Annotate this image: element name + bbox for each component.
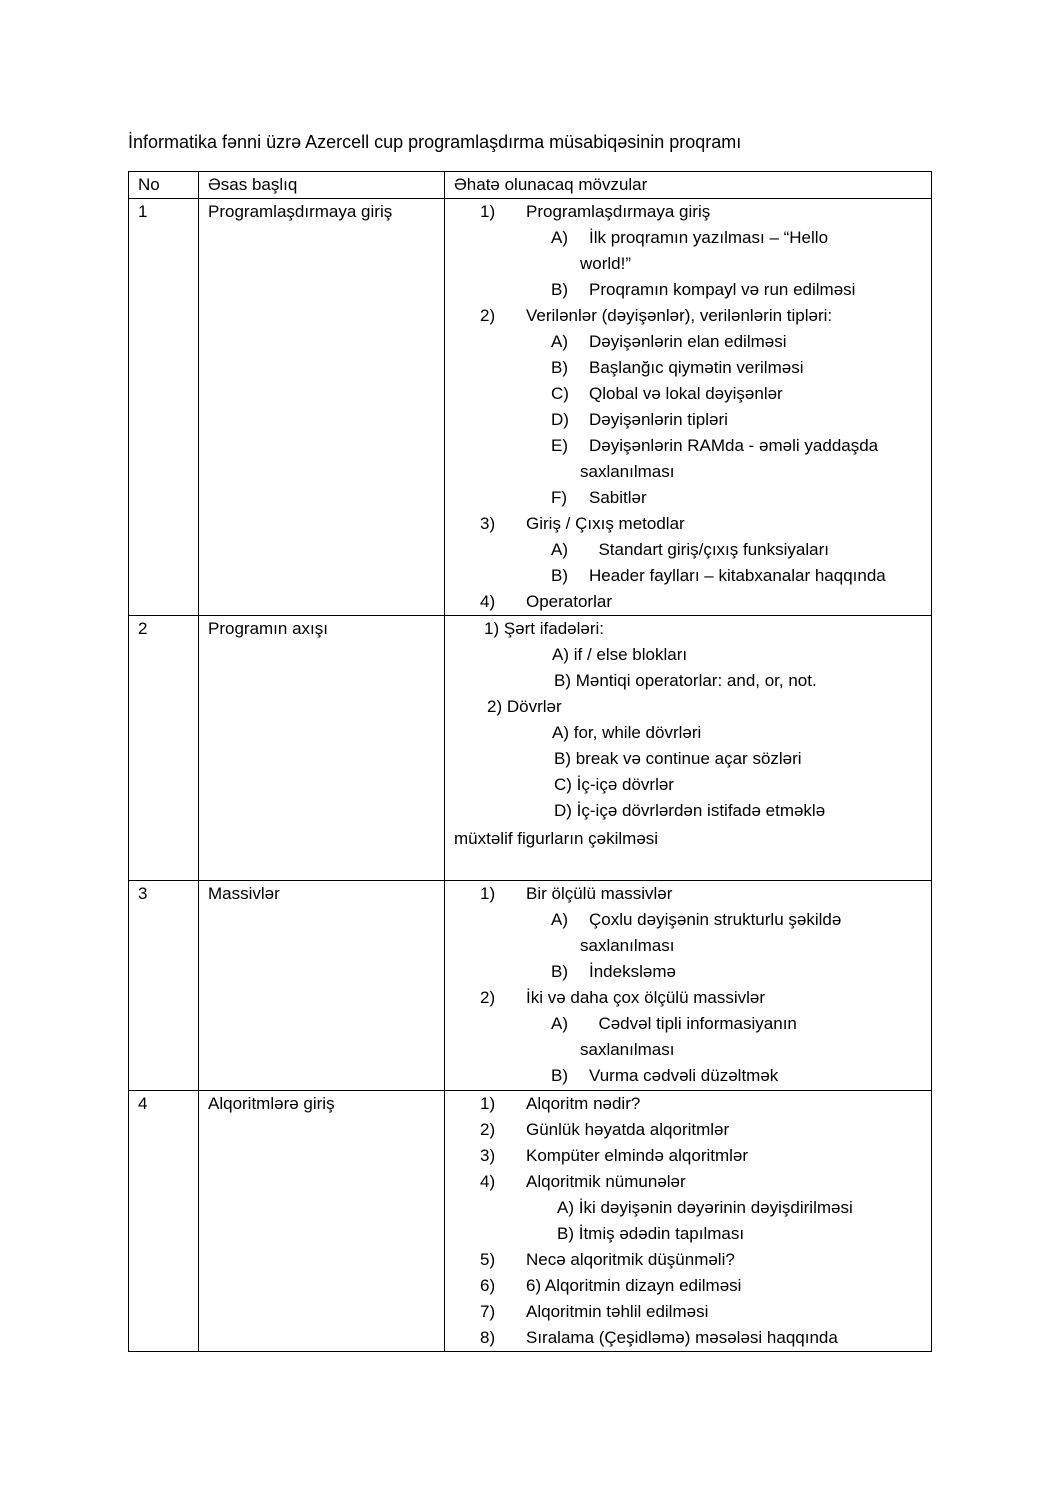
topic-line: 2) İki və daha çox ölçülü massivlər	[480, 988, 766, 1007]
subtopic-line: B) break və continue açar sözləri	[554, 749, 802, 768]
subtopic-line: D) İç-içə dövrlərdən istifadə etməklə	[554, 801, 826, 820]
subtopic-line: A) for, while dövrləri	[552, 723, 702, 742]
row-heading: Programlaşdırmaya giriş	[199, 199, 445, 616]
subtopic-line: B) İndeksləmə	[551, 962, 676, 981]
table-row	[129, 1091, 932, 1352]
row-number: 1	[129, 199, 199, 616]
topic-line: 8) Sıralama (Çeşidləmə) məsələsi haqqında	[480, 1328, 838, 1347]
row-topics	[445, 616, 932, 881]
topic-line: 4) Operatorlar	[480, 592, 612, 611]
row-heading: Massivlər	[199, 881, 445, 1091]
topic-line: 4) Alqoritmik nümunələr	[480, 1172, 686, 1191]
subtopic-line: A) if / else blokları	[552, 645, 688, 664]
row-number: 3	[129, 881, 199, 1091]
subtopic-line: B) Proqramın kompayl və run edilməsi	[551, 280, 856, 299]
row-heading: Alqoritmlərə giriş	[199, 1091, 445, 1352]
row-heading: Programın axışı	[199, 616, 445, 881]
subtopic-line: C) İç-içə dövrlər	[554, 775, 674, 794]
row-number: 4	[129, 1091, 199, 1352]
page-title: İnformatika fənni üzrə Azercell cup programlaşdırma müsabiqəsinin proqramı	[128, 132, 742, 152]
table-row	[129, 616, 932, 881]
subtopic-continuation: müxtəlif figurların çəkilməsi	[454, 829, 659, 848]
subtopic-line: A) Standart giriş/çıxış funksiyaları	[551, 540, 829, 559]
subtopic-line: B) Məntiqi operatorlar: and, or, not.	[554, 671, 817, 690]
topic-line: 7) Alqoritmin təhlil edilməsi	[480, 1302, 709, 1321]
topic-line: 1) Bir ölçülü massivlər	[480, 884, 673, 903]
subtopic-line: B) Header faylları – kitabxanalar haqqında	[551, 566, 886, 585]
subtopic-line: A) İki dəyişənin dəyərinin dəyişdirilməsi	[557, 1198, 853, 1217]
topic-line: 3) Giriş / Çıxış metodlar	[480, 514, 685, 533]
row-topics	[445, 1091, 932, 1352]
topic-line: 5) Necə alqoritmik düşünməli?	[480, 1250, 735, 1269]
header-topics: Əhatə olunacaq mövzular	[445, 172, 932, 199]
program-table	[128, 171, 932, 1352]
topic-line: 2) Verilənlər (dəyişənlər), verilənlərin tipləri:	[480, 306, 833, 325]
subtopic-line: B) Başlanğıc qiymətin verilməsi	[551, 358, 804, 377]
topic-line: 2) Günlük həyatda alqoritmlər	[480, 1120, 730, 1139]
table-row	[129, 199, 932, 616]
subtopic-line: A) Çoxlu dəyişənin strukturlu şəkildə	[551, 910, 842, 929]
topic-line: 3) Kompüter elmində alqoritmlər	[480, 1146, 749, 1165]
subtopic-line: D) Dəyişənlərin tipləri	[551, 410, 728, 429]
subtopic-continuation: world!”	[580, 254, 632, 273]
topic-line: 1) Programlaşdırmaya giriş	[480, 202, 711, 221]
topic-line: 1) Şərt ifadələri:	[484, 619, 604, 638]
table-row	[129, 881, 932, 1091]
subtopic-line: F) Sabitlər	[551, 488, 647, 507]
subtopic-continuation: saxlanılması	[580, 462, 675, 481]
topic-line: 2) Dövrlər	[487, 697, 562, 716]
subtopic-line: A) İlk proqramın yazılması – “Hello	[551, 228, 829, 247]
subtopic-line: C) Qlobal və lokal dəyişənlər	[551, 384, 783, 403]
table-header-row	[129, 172, 932, 199]
subtopic-line: B) Vurma cədvəli düzəltmək	[551, 1066, 779, 1085]
subtopic-line: E) Dəyişənlərin RAMda - əməli yaddaşda	[551, 436, 879, 455]
topic-line: 6) 6) Alqoritmin dizayn edilməsi	[480, 1276, 742, 1295]
subtopic-continuation: saxlanılması	[580, 1040, 675, 1059]
row-number: 2	[129, 616, 199, 881]
subtopic-line: A) Dəyişənlərin elan edilməsi	[551, 332, 787, 351]
subtopic-continuation: saxlanılması	[580, 936, 675, 955]
row-topics	[445, 199, 932, 616]
topic-line: 1) Alqoritm nədir?	[480, 1094, 641, 1113]
subtopic-line: A) Cədvəl tipli informasiyanın	[551, 1014, 797, 1033]
subtopic-line: B) İtmiş ədədin tapılması	[557, 1224, 745, 1243]
header-main-heading: Əsas başlıq	[199, 172, 445, 199]
header-no: No	[129, 172, 199, 199]
row-topics	[445, 881, 932, 1091]
